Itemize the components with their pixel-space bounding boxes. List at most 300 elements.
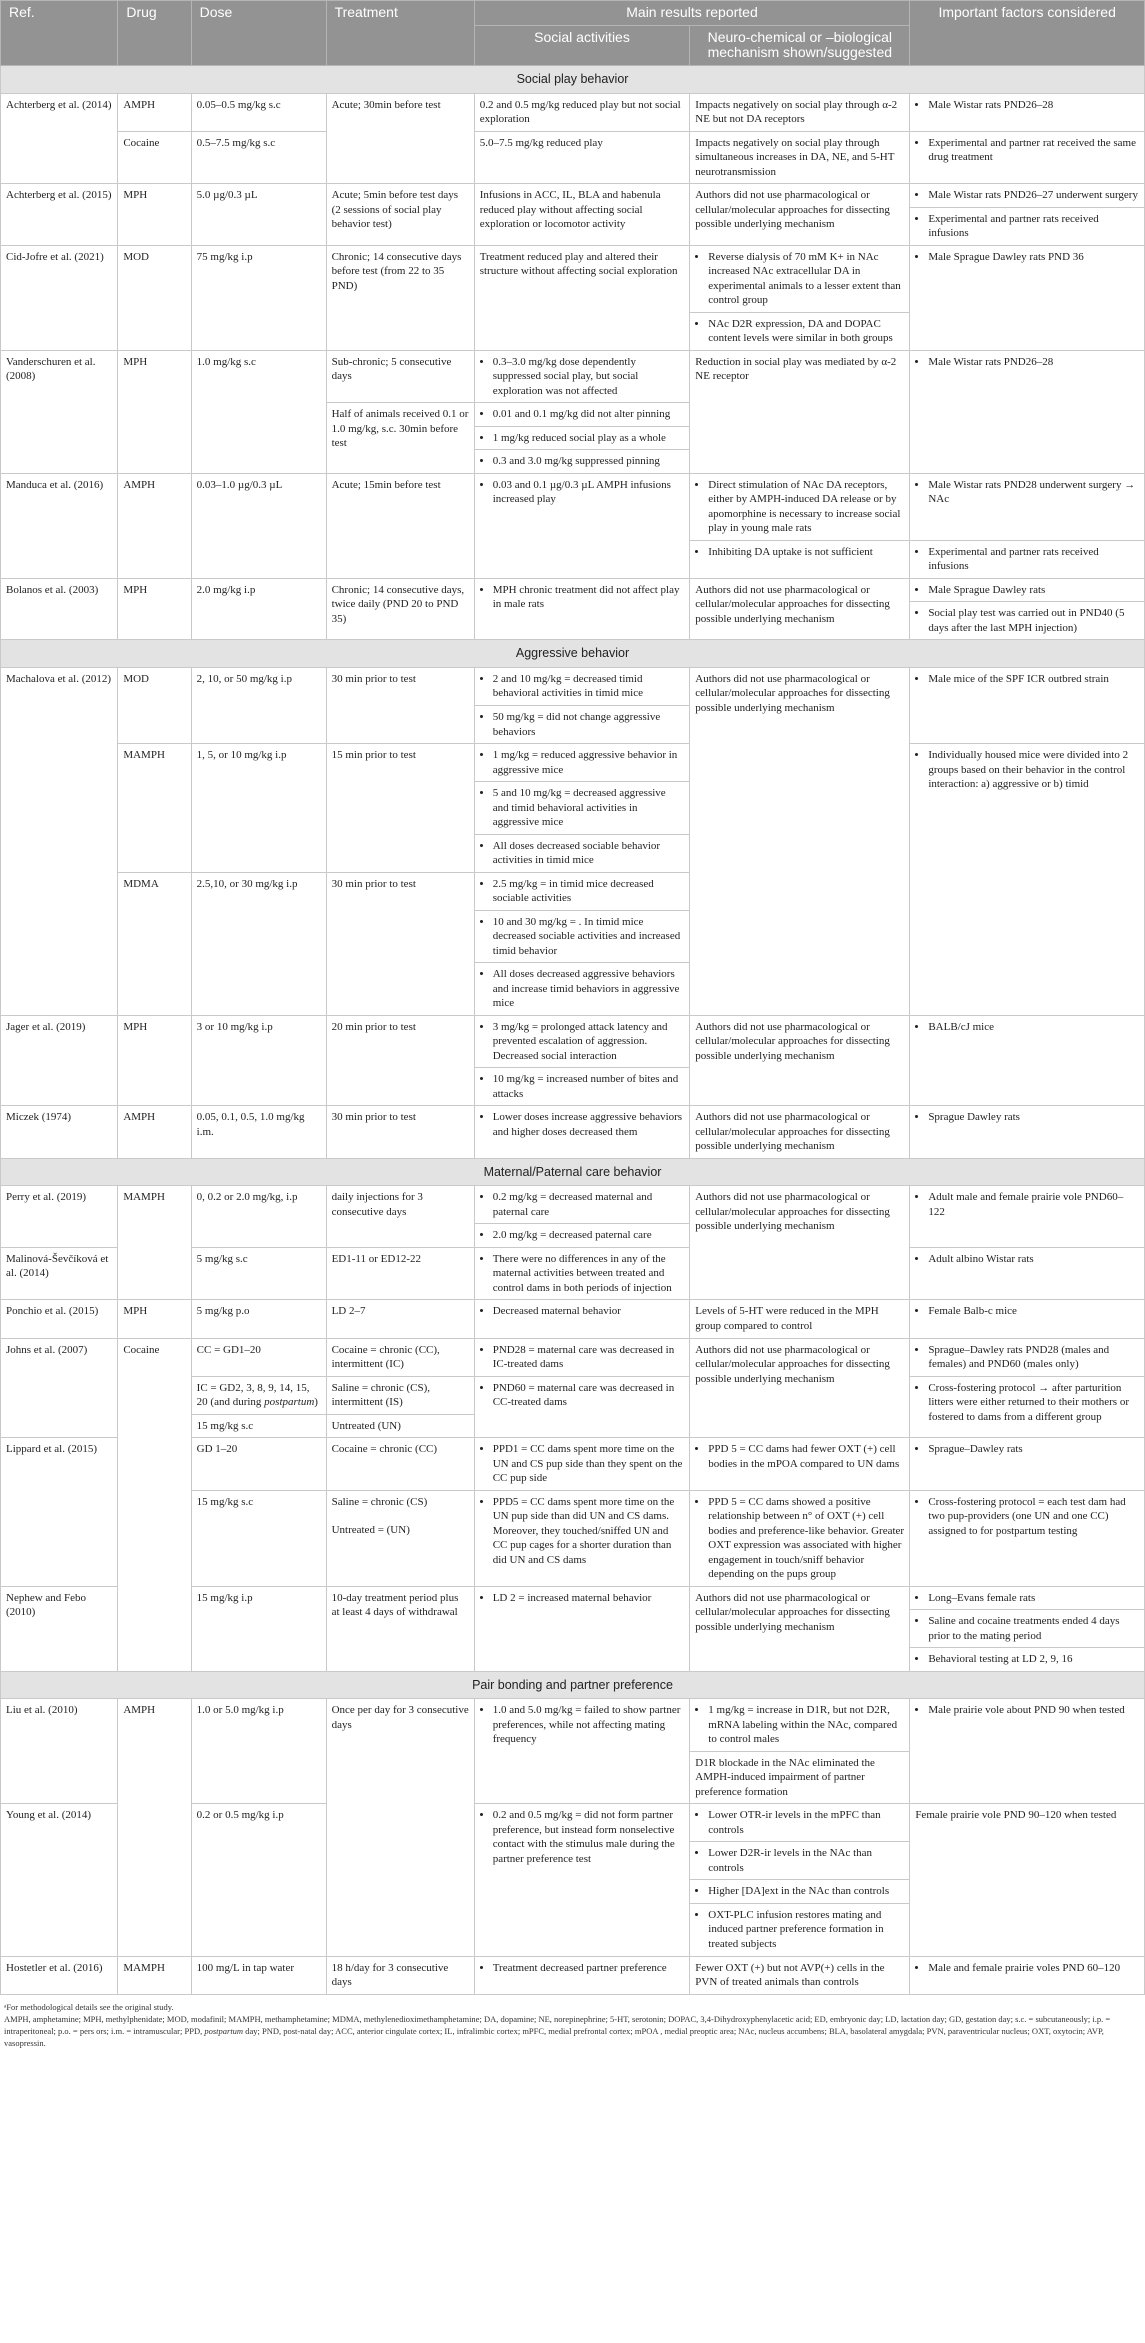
- bullet-list: [915, 1190, 1139, 1219]
- bullet-list: [480, 431, 685, 446]
- table-cell: Achterberg et al. (2015): [1, 184, 118, 246]
- bullet-list: [915, 606, 1139, 635]
- table-cell: Jager et al. (2019): [1, 1015, 118, 1106]
- table-cell: [474, 1804, 690, 1956]
- bullet-item: • All doses decreased aggressive behaviors and increase timid behaviors in aggressive mice: [493, 967, 685, 1011]
- bullet-list: [915, 1110, 1139, 1125]
- bullet-item: • 2 and 10 mg/kg = decreased timid behavioral activities in timid mice: [493, 672, 685, 701]
- table-cell: 20 min prior to test: [326, 1015, 474, 1106]
- table-cell: [474, 1956, 690, 1994]
- bullet-list: [695, 1495, 904, 1582]
- table-cell: [910, 1338, 1145, 1376]
- bullet-item: • Male and female prairie voles PND 60–120: [928, 1961, 1139, 1976]
- bullet-list: [480, 1304, 685, 1319]
- bullet-item: • Direct stimulation of NAc DA receptors, either by AMPH-induced DA release or by apomorphine is necessary to increase social play in young male rats: [708, 478, 904, 536]
- table-cell: Cocaine: [118, 131, 191, 184]
- table-cell: Authors did not use pharmacological or cellular/molecular approaches for dissecting possible underlying mechanism: [690, 1338, 910, 1438]
- table-row: [1, 1300, 1145, 1338]
- bullet-list: [480, 1808, 685, 1866]
- table-cell: [474, 473, 690, 578]
- table-cell: [474, 578, 690, 640]
- bullet-list: [915, 136, 1139, 165]
- bullet-item: • 1 mg/kg = increase in D1R, but not D2R, mRNA labeling within the NAc, compared to control males: [708, 1703, 904, 1747]
- bullet-item: • MPH chronic treatment did not affect play in male rats: [493, 583, 685, 612]
- table-cell: Infusions in ACC, IL, BLA and habenula reduced play without affecting social exploration or locomotor activity: [474, 184, 690, 246]
- table-cell: 5 mg/kg s.c: [191, 1247, 326, 1300]
- bullet-item: • Social play test was carried out in PND40 (5 days after the last MPH injection): [928, 606, 1139, 635]
- bullet-item: • 3 mg/kg = prolonged attack latency and prevented escalation of aggression. Decreased social interaction: [493, 1020, 685, 1064]
- bullet-list: [480, 1072, 685, 1101]
- bullet-list: [480, 407, 685, 422]
- table-cell: 0.2 and 0.5 mg/kg reduced play but not social exploration: [474, 93, 690, 131]
- table-cell: [474, 782, 690, 835]
- table-cell: Cocaine: [118, 1338, 191, 1671]
- bullet-item: • Sprague Dawley rats: [928, 1110, 1139, 1125]
- table-cell: AMPH: [118, 1699, 191, 1956]
- bullet-item: • 2.5 mg/kg = in timid mice decreased sociable activities: [493, 877, 685, 906]
- table-cell: AMPH: [118, 1106, 191, 1159]
- table-cell: [690, 1880, 910, 1904]
- table-cell: Miczek (1974): [1, 1106, 118, 1159]
- table-row: [1, 1699, 1145, 1752]
- table-cell: 30 min prior to test: [326, 1106, 474, 1159]
- table-cell: Treatment reduced play and altered their structure without affecting social exploration: [474, 245, 690, 350]
- table-cell: Authors did not use pharmacological or cellular/molecular approaches for dissecting possible underlying mechanism: [690, 184, 910, 246]
- bullet-item: • Male Wistar rats PND28 underwent surgery → NAc: [928, 478, 1139, 507]
- table-cell: Saline = chronic (CS) Untreated = (UN): [326, 1490, 474, 1586]
- table-cell: Cocaine = chronic (CC): [326, 1438, 474, 1491]
- bullet-item: • Inhibiting DA uptake is not sufficient: [708, 545, 904, 560]
- table-cell: [910, 1247, 1145, 1300]
- bullet-item: • Male Wistar rats PND26–27 underwent surgery: [928, 188, 1139, 203]
- table-cell: 5.0–7.5 mg/kg reduced play: [474, 131, 690, 184]
- table-cell: [910, 1610, 1145, 1648]
- bullet-list: [915, 545, 1139, 574]
- bullet-item: • 0.2 and 0.5 mg/kg = did not form partner preference, but instead form nonselective contact with the stimulus male during the partner preference test: [493, 1808, 685, 1866]
- bullet-item: • 2.0 mg/kg = decreased paternal care: [493, 1228, 685, 1243]
- bullet-list: [695, 1846, 904, 1875]
- table-cell: [690, 1804, 910, 1842]
- table-cell: Authors did not use pharmacological or cellular/molecular approaches for dissecting possible underlying mechanism: [690, 667, 910, 1015]
- table-cell: [690, 1842, 910, 1880]
- table-cell: [910, 1376, 1145, 1438]
- table-cell: CC = GD1–20: [191, 1338, 326, 1376]
- table-cell: Authors did not use pharmacological or cellular/molecular approaches for dissecting possible underlying mechanism: [690, 1015, 910, 1106]
- header-drug: Drug: [118, 1, 191, 66]
- bullet-list: [915, 1703, 1139, 1718]
- table-cell: Once per day for 3 consecutive days: [326, 1699, 474, 1956]
- bullet-item: • LD 2 = increased maternal behavior: [493, 1591, 685, 1606]
- bullet-item: • Male prairie vole about PND 90 when tested: [928, 1703, 1139, 1718]
- bullet-list: [915, 1343, 1139, 1372]
- bullet-item: • PPD5 = CC dams spent more time on the UN pup side than did UN and CS dams. Moreover, they touched/sniffed UN and CC pup cages for a shorter duration than did UN and CS dams: [493, 1495, 685, 1568]
- table-cell: daily injections for 3 consecutive days: [326, 1186, 474, 1248]
- table-cell: [910, 744, 1145, 1016]
- table-cell: [910, 1956, 1145, 1994]
- table-cell: [910, 184, 1145, 208]
- bullet-item: • 10 mg/kg = increased number of bites and attacks: [493, 1072, 685, 1101]
- table-row: [1, 1106, 1145, 1159]
- table-cell: 3 or 10 mg/kg i.p: [191, 1015, 326, 1106]
- bullet-item: • Lower D2R-ir levels in the NAc than controls: [708, 1846, 904, 1875]
- table-cell: Saline = chronic (CS), intermittent (IS): [326, 1376, 474, 1414]
- table-cell: [910, 1490, 1145, 1586]
- table-cell: Authors did not use pharmacological or cellular/molecular approaches for dissecting possible underlying mechanism: [690, 1586, 910, 1671]
- bullet-item: • OXT-PLC infusion restores mating and induced partner preference formation in treated subjects: [708, 1908, 904, 1952]
- table-cell: [910, 1106, 1145, 1159]
- bullet-list: [480, 1343, 685, 1372]
- table-cell: [474, 1438, 690, 1491]
- bullet-item: • Experimental and partner rat received the same drug treatment: [928, 136, 1139, 165]
- bullet-list: [915, 212, 1139, 241]
- table-cell: [910, 1438, 1145, 1491]
- bullet-item: • BALB/cJ mice: [928, 1020, 1139, 1035]
- table-row: [1, 1015, 1145, 1068]
- bullet-item: • PPD 5 = CC dams showed a positive relationship between n° of OXT (+) cell bodies and preference-like behavior. Greater OXT expression was associated with higher engagement in touch/sniff behavior depending on the pups group: [708, 1495, 904, 1582]
- table-cell: Impacts negatively on social play through α-2 NE but not DA receptors: [690, 93, 910, 131]
- bullet-list: [480, 748, 685, 777]
- table-cell: [690, 1490, 910, 1586]
- bullet-item: • PPD1 = CC dams spent more time on the UN and CS pup side than they spent on the CC pup side: [493, 1442, 685, 1486]
- bullet-item: • Higher [DA]ext in the NAc than controls: [708, 1884, 904, 1899]
- bullet-list: [480, 1252, 685, 1296]
- table-cell: 15 mg/kg s.c: [191, 1490, 326, 1586]
- bullet-list: [695, 250, 904, 308]
- table-cell: MDMA: [118, 872, 191, 1015]
- table-cell: Reduction in social play was mediated by α-2 NE receptor: [690, 350, 910, 473]
- table-cell: [910, 540, 1145, 578]
- table-cell: 0.05, 0.1, 0.5, 1.0 mg/kg i.m.: [191, 1106, 326, 1159]
- table-cell: Machalova et al. (2012): [1, 667, 118, 1015]
- table-cell: AMPH: [118, 473, 191, 578]
- bullet-list: [480, 583, 685, 612]
- bullet-list: [915, 672, 1139, 687]
- bullet-list: [915, 1020, 1139, 1035]
- table-cell: MOD: [118, 245, 191, 350]
- table-row: [1, 578, 1145, 602]
- bullet-list: [915, 583, 1139, 598]
- table-cell: 15 mg/kg s.c: [191, 1414, 326, 1438]
- table-cell: MPH: [118, 1015, 191, 1106]
- table-cell: IC = GD2, 3, 8, 9, 14, 15, 20 (and during postpartum): [191, 1376, 326, 1414]
- bullet-item: • Female Balb-c mice: [928, 1304, 1139, 1319]
- table-row: [1, 1186, 1145, 1224]
- table-cell: 75 mg/kg i.p: [191, 245, 326, 350]
- header-social-activities: Social activities: [474, 25, 690, 65]
- bullet-item: • Behavioral testing at LD 2, 9, 16: [928, 1652, 1139, 1667]
- bullet-list: [695, 478, 904, 536]
- table-cell: MAMPH: [118, 744, 191, 873]
- table-cell: Chronic; 14 consecutive days before test (from 22 to 35 PND): [326, 245, 474, 350]
- bullet-list: [480, 786, 685, 830]
- bullet-list: [480, 1961, 685, 1976]
- bullet-item: • Reverse dialysis of 70 mM K+ in NAc increased NAc extracellular DA in experimental animals to a lesser extent than control group: [708, 250, 904, 308]
- table-cell: [910, 578, 1145, 602]
- table-cell: [910, 93, 1145, 131]
- table-cell: 0.2 or 0.5 mg/kg i.p: [191, 1804, 326, 1956]
- table-cell: Achterberg et al. (2014): [1, 93, 118, 184]
- table-row: [1, 350, 1145, 403]
- table-cell: Authors did not use pharmacological or cellular/molecular approaches for dissecting possible underlying mechanism: [690, 578, 910, 640]
- bullet-item: • 0.2 mg/kg = decreased maternal and paternal care: [493, 1190, 685, 1219]
- table-cell: [474, 450, 690, 474]
- bullet-item: • Adult male and female prairie vole PND60–122: [928, 1190, 1139, 1219]
- table-cell: Authors did not use pharmacological or cellular/molecular approaches for dissecting possible underlying mechanism: [690, 1186, 910, 1300]
- bullet-item: • PPD 5 = CC dams had fewer OXT (+) cell bodies in the mPOA compared to UN dams: [708, 1442, 904, 1471]
- table-cell: Impacts negatively on social play through simultaneous increases in DA, NE, and 5-HT neurotransmission: [690, 131, 910, 184]
- table-cell: 2.5,10, or 30 mg/kg i.p: [191, 872, 326, 1015]
- table-cell: [474, 1490, 690, 1586]
- table-cell: [690, 1903, 910, 1956]
- bullet-item: • Cross-fostering protocol → after parturition litters were either returned to their mothers or fostered to dams from a different group: [928, 1381, 1139, 1425]
- table-cell: [690, 1438, 910, 1491]
- section-aggressive: Aggressive behavior: [1, 640, 1145, 668]
- table-cell: Fewer OXT (+) but not AVP(+) cells in the PVN of treated animals than controls: [690, 1956, 910, 1994]
- table-cell: Sub-chronic; 5 consecutive days: [326, 350, 474, 403]
- bullet-list: [480, 915, 685, 959]
- table-cell: [474, 1224, 690, 1248]
- table-cell: [474, 744, 690, 782]
- bullet-list: [915, 250, 1139, 265]
- bullet-item: • Lower OTR-ir levels in the mPFC than controls: [708, 1808, 904, 1837]
- header-main-results: Main results reported: [474, 1, 910, 26]
- table-cell: MPH: [118, 578, 191, 640]
- bullet-item: • 1.0 and 5.0 mg/kg = failed to show partner preferences, while not affecting mating frequency: [493, 1703, 685, 1747]
- table-cell: [690, 245, 910, 312]
- table-cell: Perry et al. (2019): [1, 1186, 118, 1248]
- table-cell: MAMPH: [118, 1186, 191, 1300]
- bullet-list: [915, 188, 1139, 203]
- bullet-item: • 1 mg/kg reduced social play as a whole: [493, 431, 685, 446]
- bullet-list: [695, 1703, 904, 1747]
- table-cell: Malinová-Ševčíková et al. (2014): [1, 1247, 118, 1300]
- table-cell: [474, 1586, 690, 1671]
- table-cell: 10-day treatment period plus at least 4 days of withdrawal: [326, 1586, 474, 1671]
- table-row: [1, 473, 1145, 540]
- bullet-list: [915, 1591, 1139, 1606]
- bullet-list: [480, 672, 685, 701]
- bullet-item: • Long–Evans female rats: [928, 1591, 1139, 1606]
- table-cell: [474, 706, 690, 744]
- bullet-item: • Experimental and partner rats received infusions: [928, 212, 1139, 241]
- table-cell: [474, 1068, 690, 1106]
- table-cell: GD 1–20: [191, 1438, 326, 1491]
- table-cell: [474, 350, 690, 403]
- table-cell: 15 mg/kg i.p: [191, 1586, 326, 1671]
- bullet-item: • 0.01 and 0.1 mg/kg did not alter pinning: [493, 407, 685, 422]
- table-cell: [910, 667, 1145, 743]
- bullet-item: • 0.03 and 0.1 µg/0.3 µL AMPH infusions increased play: [493, 478, 685, 507]
- bullet-item: • Lower doses increase aggressive behaviors and higher doses decreased them: [493, 1110, 685, 1139]
- table-cell: [474, 1186, 690, 1224]
- bullet-item: • PND28 = maternal care was decreased in IC-treated dams: [493, 1343, 685, 1372]
- table-cell: 0.03–1.0 µg/0.3 µL: [191, 473, 326, 578]
- table-cell: [910, 1300, 1145, 1338]
- table-cell: 0, 0.2 or 2.0 mg/kg, i.p: [191, 1186, 326, 1248]
- table-row: [1, 184, 1145, 208]
- table-cell: [474, 1338, 690, 1376]
- bullet-list: [480, 355, 685, 399]
- table-row: [1, 667, 1145, 705]
- bullet-item: • Adult albino Wistar rats: [928, 1252, 1139, 1267]
- table-cell: Cocaine = chronic (CC), intermittent (IC): [326, 1338, 474, 1376]
- table-cell: 18 h/day for 3 consecutive days: [326, 1956, 474, 1994]
- bullet-list: [915, 1252, 1139, 1267]
- bullet-list: [695, 1442, 904, 1471]
- bullet-list: [915, 748, 1139, 792]
- table-cell: [910, 1015, 1145, 1106]
- table-cell: Manduca et al. (2016): [1, 473, 118, 578]
- bullet-item: • Male Wistar rats PND26–28: [928, 98, 1139, 113]
- table-cell: MPH: [118, 184, 191, 246]
- table-cell: Cid-Jofre et al. (2021): [1, 245, 118, 350]
- table-cell: [910, 1186, 1145, 1248]
- bullet-list: [915, 1304, 1139, 1319]
- table-cell: 1.0 or 5.0 mg/kg i.p: [191, 1699, 326, 1804]
- table-cell: Untreated (UN): [326, 1414, 474, 1438]
- table-cell: [474, 872, 690, 910]
- table-cell: MAMPH: [118, 1956, 191, 1994]
- table-cell: Nephew and Febo (2010): [1, 1586, 118, 1671]
- bullet-list: [480, 1228, 685, 1243]
- table-cell: Hostetler et al. (2016): [1, 1956, 118, 1994]
- table-cell: 5 mg/kg p.o: [191, 1300, 326, 1338]
- bullet-list: [695, 545, 904, 560]
- table-cell: Young et al. (2014): [1, 1804, 118, 1956]
- bullet-list: [915, 1495, 1139, 1539]
- table-cell: [910, 602, 1145, 640]
- table-cell: [910, 1586, 1145, 1610]
- bullet-list: [480, 1190, 685, 1219]
- section-social-play: Social play behavior: [1, 66, 1145, 94]
- table-row: [1, 245, 1145, 312]
- bullet-list: [480, 1703, 685, 1747]
- table-cell: [910, 131, 1145, 184]
- table-cell: 15 min prior to test: [326, 744, 474, 873]
- table-cell: [474, 963, 690, 1016]
- table-cell: Female prairie vole PND 90–120 when tested: [910, 1804, 1145, 1956]
- bullet-list: [915, 478, 1139, 507]
- table-cell: LD 2–7: [326, 1300, 474, 1338]
- bullet-item: • Treatment decreased partner preference: [493, 1961, 685, 1976]
- bullet-item: • Saline and cocaine treatments ended 4 days prior to the mating period: [928, 1614, 1139, 1643]
- table-cell: [474, 834, 690, 872]
- table-cell: [474, 1300, 690, 1338]
- bullet-list: [480, 1442, 685, 1486]
- table-cell: 100 mg/L in tap water: [191, 1956, 326, 1994]
- table-cell: Lippard et al. (2015): [1, 1438, 118, 1587]
- bullet-list: [695, 317, 904, 346]
- bullet-item: • 0.3 and 3.0 mg/kg suppressed pinning: [493, 454, 685, 469]
- table-cell: Chronic; 14 consecutive days, twice daily (PND 20 to PND 35): [326, 578, 474, 640]
- table-cell: 5.0 µg/0.3 µL: [191, 184, 326, 246]
- table-row: [1, 744, 1145, 782]
- table-row: [1, 93, 1145, 131]
- bullet-item: • NAc D2R expression, DA and DOPAC content levels were similar in both groups: [708, 317, 904, 346]
- bullet-list: [480, 454, 685, 469]
- table-cell: [690, 312, 910, 350]
- bullet-item: • All doses decreased sociable behavior activities in timid mice: [493, 839, 685, 868]
- table-cell: Ponchio et al. (2015): [1, 1300, 118, 1338]
- bullet-item: • Male Wistar rats PND26–28: [928, 355, 1139, 370]
- table-cell: 0.05–0.5 mg/kg s.c: [191, 93, 326, 131]
- bullet-list: [480, 1020, 685, 1064]
- header-neuro-mechanism: Neuro-chemical or –biological mechanism shown/suggested: [690, 25, 910, 65]
- bullet-list: [915, 1652, 1139, 1667]
- bullet-list: [480, 1110, 685, 1139]
- table-row: [1, 131, 1145, 184]
- bullet-list: [915, 1442, 1139, 1457]
- table-cell: ED1-11 or ED12-22: [326, 1247, 474, 1300]
- table-cell: [474, 1376, 690, 1438]
- table-cell: 2.0 mg/kg i.p: [191, 578, 326, 640]
- bullet-item: • Male Sprague Dawley rats PND 36: [928, 250, 1139, 265]
- table-cell: [690, 540, 910, 578]
- bullet-list: [915, 1614, 1139, 1643]
- table-cell: Acute; 5min before test days (2 sessions of social play behavior test): [326, 184, 474, 246]
- bullet-list: [480, 877, 685, 906]
- bullet-list: [480, 1591, 685, 1606]
- table-cell: 1.0 mg/kg s.c: [191, 350, 326, 473]
- table-cell: 30 min prior to test: [326, 872, 474, 1015]
- table-row: [1, 1956, 1145, 1994]
- table-row: [1, 1338, 1145, 1376]
- header-ref: Ref.: [1, 1, 118, 66]
- bullet-item: • Male Sprague Dawley rats: [928, 583, 1139, 598]
- table-cell: [474, 910, 690, 963]
- bullet-item: • PND60 = maternal care was decreased in CC-treated dams: [493, 1381, 685, 1410]
- table-cell: [910, 245, 1145, 350]
- table-cell: [474, 403, 690, 427]
- bullet-list: [480, 839, 685, 868]
- bullet-list: [695, 1808, 904, 1837]
- section-maternal: Maternal/Paternal care behavior: [1, 1158, 1145, 1186]
- table-cell: D1R blockade in the NAc eliminated the AMPH-induced impairment of partner preference formation: [690, 1751, 910, 1804]
- header-important-factors: Important factors considered: [910, 1, 1145, 66]
- table-cell: MPH: [118, 1300, 191, 1338]
- bullet-item: • There were no differences in any of the maternal activities between treated and control dams in both periods of injection: [493, 1252, 685, 1296]
- table-cell: Acute; 15min before test: [326, 473, 474, 578]
- bullet-list: [480, 967, 685, 1011]
- bullet-list: [915, 98, 1139, 113]
- bullet-list: [480, 1495, 685, 1568]
- bullet-item: • 50 mg/kg = did not change aggressive behaviors: [493, 710, 685, 739]
- bullet-item: • Sprague–Dawley rats: [928, 1442, 1139, 1457]
- bullet-item: • Experimental and partner rats received infusions: [928, 545, 1139, 574]
- table-cell: [474, 1106, 690, 1159]
- table-cell: 2, 10, or 50 mg/kg i.p: [191, 667, 326, 743]
- table-cell: 0.5–7.5 mg/kg s.c: [191, 131, 326, 184]
- table-cell: [474, 1699, 690, 1804]
- table-cell: Vanderschuren et al. (2008): [1, 350, 118, 473]
- bullet-list: [695, 1884, 904, 1899]
- table-cell: [910, 207, 1145, 245]
- table-cell: Liu et al. (2010): [1, 1699, 118, 1804]
- table-cell: Johns et al. (2007): [1, 1338, 118, 1438]
- header-dose: Dose: [191, 1, 326, 66]
- table-cell: Bolanos et al. (2003): [1, 578, 118, 640]
- table-cell: MOD: [118, 667, 191, 743]
- header-treatment: Treatment: [326, 1, 474, 66]
- bullet-item: • Male mice of the SPF ICR outbred strain: [928, 672, 1139, 687]
- table-cell: [474, 1247, 690, 1300]
- bullet-item: • Cross-fostering protocol = each test dam had two pup-providers (one UN and one CC) assigned to for postpartum testing: [928, 1495, 1139, 1539]
- table-cell: [910, 1699, 1145, 1804]
- table-cell: 30 min prior to test: [326, 667, 474, 743]
- bullet-item: • Decreased maternal behavior: [493, 1304, 685, 1319]
- bullet-list: [915, 355, 1139, 370]
- bullet-list: [915, 1381, 1139, 1425]
